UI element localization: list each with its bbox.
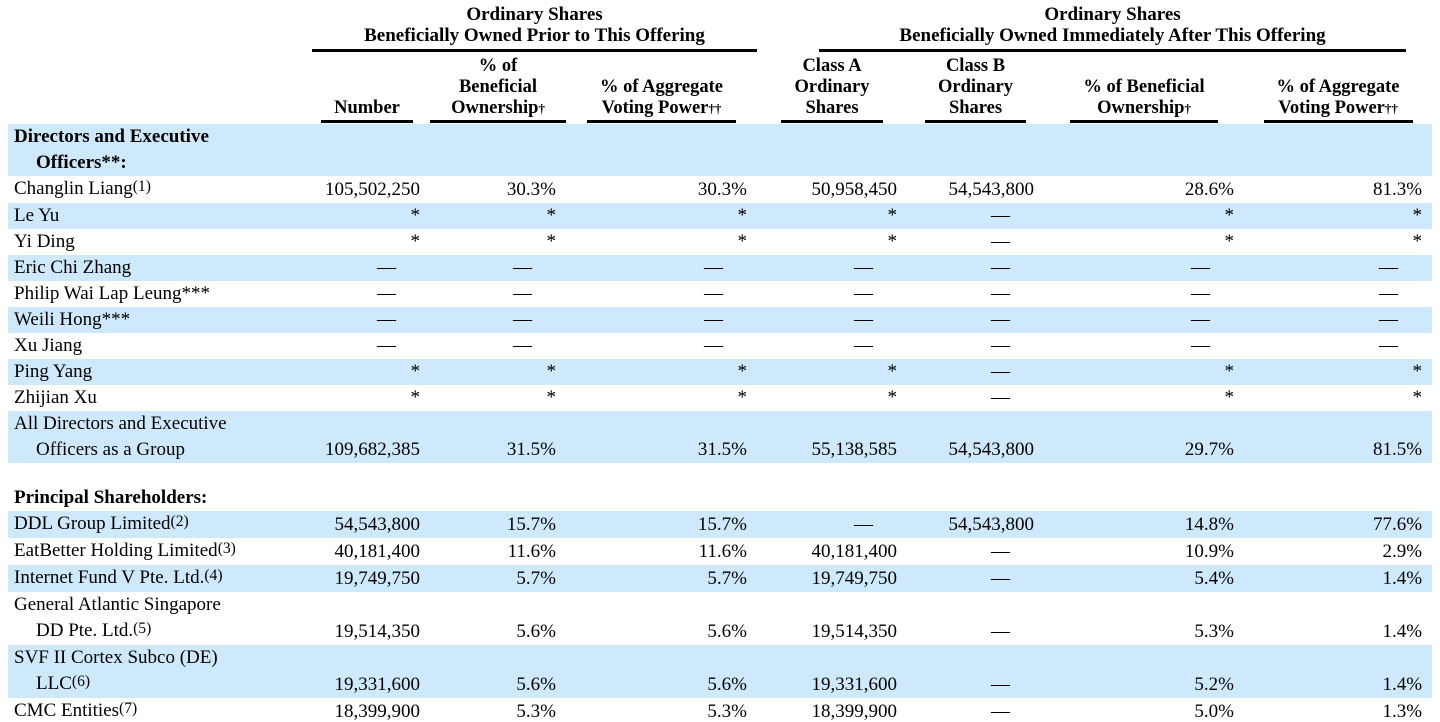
cell: —	[907, 203, 1044, 229]
footnote-ref: (4)	[204, 567, 223, 584]
cell: 50,958,450	[811, 179, 897, 200]
cell: *	[1044, 203, 1244, 229]
cell: 40,181,400	[811, 541, 897, 562]
row-label: Yi Ding	[14, 231, 75, 252]
cell: *	[757, 359, 907, 385]
cell	[304, 485, 430, 511]
cell	[757, 124, 907, 176]
group-title-line: Beneficially Owned Immediately After This Offering	[899, 25, 1326, 46]
cell: 1.4%	[1244, 565, 1432, 592]
dagger-marker: †	[1184, 101, 1191, 116]
cell: *	[566, 203, 757, 229]
cell: 1.3%	[1382, 701, 1423, 722]
cell: 55,138,585	[757, 411, 907, 463]
cell	[566, 485, 757, 511]
cell: 5.6%	[430, 645, 566, 698]
cell: —	[704, 283, 723, 304]
cell: —	[907, 255, 1044, 281]
cell: 40,181,400	[334, 541, 420, 562]
cell: 5.6%	[516, 621, 556, 642]
footnote-ref: (2)	[170, 513, 189, 530]
cell: —	[377, 283, 396, 304]
cell: 29.7%	[1044, 411, 1244, 463]
table-row	[8, 333, 1432, 359]
cell: *	[546, 231, 556, 252]
column-header: Class A Ordinary Shares	[757, 52, 907, 124]
cell: 31.5%	[430, 411, 566, 463]
cell: 19,749,750	[757, 565, 907, 592]
table-row	[8, 565, 1432, 592]
cell: *	[1244, 203, 1432, 229]
cell: —	[757, 307, 907, 333]
cell: —	[757, 255, 907, 281]
row-label: Xu Jiang	[14, 335, 83, 356]
table-row	[8, 203, 1432, 229]
column-header: Number	[304, 52, 430, 124]
cell: —	[1191, 335, 1210, 356]
cell: 105,502,250	[325, 179, 420, 200]
cell: 30.3%	[506, 179, 556, 200]
beneficial-ownership-table	[8, 4, 1432, 722]
cell: *	[1244, 359, 1432, 385]
cell: —	[991, 701, 1010, 722]
cell	[566, 124, 757, 176]
cell: 54,543,800	[907, 511, 1044, 538]
cell: —	[854, 335, 873, 356]
cell	[1044, 124, 1244, 176]
group-title-line: Beneficially Owned Prior to This Offering	[364, 25, 705, 46]
cell: 5.0%	[1194, 701, 1234, 722]
cell: *	[566, 359, 757, 385]
row-label: DDL Group Limited$^{(2)}$	[8, 511, 304, 538]
column-header: % of Aggregate Voting Power††	[566, 52, 757, 124]
cell: —	[1191, 283, 1210, 304]
empty-corner	[8, 52, 304, 124]
footnote-ref: (7)	[119, 700, 138, 717]
cell: 14.8%	[1044, 511, 1244, 538]
cell: —	[991, 541, 1010, 562]
cell: 5.3%	[516, 701, 556, 722]
cell: *	[1224, 387, 1234, 408]
cell: 18,399,900	[811, 701, 897, 722]
spacer-cell	[8, 463, 1432, 485]
table-row	[8, 645, 1432, 698]
group-header-prior-offering	[304, 4, 757, 52]
table-row	[8, 411, 1432, 463]
cell	[1244, 485, 1432, 511]
column-header: % of Aggregate Voting Power††	[1244, 52, 1432, 124]
cell: 1.4%	[1244, 645, 1432, 698]
row-label: Principal Shareholders:	[14, 487, 208, 508]
cell: —	[704, 335, 723, 356]
table-row	[8, 307, 1432, 333]
cell: 5.6%	[566, 645, 757, 698]
cell: 109,682,385	[304, 411, 430, 463]
cell: —	[1379, 335, 1399, 356]
footnote-ref: (5)	[133, 620, 152, 637]
cell: —	[991, 621, 1010, 642]
cell: 30.3%	[697, 179, 747, 200]
cell: —	[1044, 255, 1244, 281]
cell	[907, 485, 1044, 511]
cell: 15.7%	[566, 511, 757, 538]
row-label: Philip Wai Lap Leung***	[14, 283, 211, 304]
cell: *	[546, 387, 556, 408]
cell: —	[907, 565, 1044, 592]
cell: 10.9%	[1184, 541, 1234, 562]
cell: —	[566, 255, 757, 281]
cell: 2.9%	[1382, 541, 1423, 562]
cell: 54,543,800	[948, 179, 1034, 200]
cell	[757, 485, 907, 511]
cell	[430, 124, 566, 176]
spacer-row	[8, 463, 1432, 485]
cell: —	[1244, 307, 1432, 333]
cell: *	[887, 231, 897, 252]
cell: —	[1044, 307, 1244, 333]
cell: *	[410, 231, 420, 252]
table-row	[8, 229, 1432, 255]
column-header: % of Beneficial Ownership†	[430, 52, 566, 124]
cell: —	[907, 307, 1044, 333]
group-title-line: Ordinary Shares	[466, 4, 603, 25]
cell: 5.3%	[1194, 621, 1234, 642]
cell: 19,331,600	[304, 645, 430, 698]
cell: 11.6%	[698, 541, 747, 562]
row-label: Weili Hong***	[8, 307, 304, 333]
cell: *	[1044, 359, 1244, 385]
cell: —	[304, 255, 430, 281]
cell: *	[757, 203, 907, 229]
cell: —	[566, 307, 757, 333]
cell: 19,514,350	[334, 621, 420, 642]
cell: 1.4%	[1382, 621, 1423, 642]
cell: *	[304, 359, 430, 385]
group-title-line: Ordinary Shares	[1044, 4, 1181, 25]
cell: *	[410, 387, 420, 408]
table-row	[8, 538, 1432, 565]
column-header: % of Beneficial Ownership†	[1044, 52, 1244, 124]
cell: —	[991, 335, 1010, 356]
row-label: SVF II Cortex Subco (DE) LLC$^{(6)}$	[8, 645, 304, 698]
cell: —	[1244, 255, 1432, 281]
cell	[1244, 124, 1432, 176]
cell: —	[907, 645, 1044, 698]
cell	[430, 485, 566, 511]
cell: 28.6%	[1184, 179, 1234, 200]
table-row	[8, 281, 1432, 307]
footnote-ref: (1)	[132, 178, 151, 195]
table-row	[8, 511, 1432, 538]
row-label: Changlin Liang$^{(1)}$	[14, 178, 151, 199]
table-row	[8, 255, 1432, 281]
row-label: CMC Entities$^{(7)}$	[14, 700, 138, 721]
cell: —	[377, 335, 396, 356]
row-label: Zhijian Xu	[14, 387, 97, 408]
cell: 5.7%	[430, 565, 566, 592]
table-row	[8, 698, 1432, 722]
cell: —	[1379, 283, 1399, 304]
cell: 19,749,750	[304, 565, 430, 592]
cell: —	[991, 387, 1010, 408]
cell	[907, 124, 1044, 176]
row-label: Directors and Executive Officers**:	[8, 124, 304, 176]
group-header-after-offering	[757, 4, 1432, 52]
cell: 54,543,800	[304, 511, 430, 538]
table-row	[8, 176, 1432, 203]
cell: *	[304, 203, 430, 229]
cell: 5.6%	[707, 621, 747, 642]
cell: 18,399,900	[334, 701, 420, 722]
cell: *	[737, 387, 747, 408]
dagger-marker: ††	[708, 101, 722, 116]
cell: 15.7%	[430, 511, 566, 538]
dagger-marker: ††	[1384, 101, 1398, 116]
cell: —	[907, 359, 1044, 385]
cell: 81.5%	[1244, 411, 1432, 463]
table-row	[8, 592, 1432, 645]
cell: 54,543,800	[907, 411, 1044, 463]
row-label: General Atlantic Singapore DD Pte. Ltd.$^{(5)}$	[14, 594, 221, 641]
empty-corner	[8, 4, 304, 52]
cell: *	[430, 203, 566, 229]
row-label: Ping Yang	[8, 359, 304, 385]
table-row	[8, 485, 1432, 511]
row-label: Le Yu	[8, 203, 304, 229]
table-row	[8, 359, 1432, 385]
cell: 77.6%	[1244, 511, 1432, 538]
column-header-row	[8, 52, 1432, 124]
cell: —	[430, 307, 566, 333]
cell	[304, 124, 430, 176]
cell: 19,514,350	[811, 621, 897, 642]
cell: —	[854, 283, 873, 304]
cell: *	[1412, 231, 1423, 252]
cell: 5.2%	[1044, 645, 1244, 698]
column-header: Class B Ordinary Shares	[907, 52, 1044, 124]
cell: —	[757, 511, 907, 538]
row-label: Internet Fund V Pte. Ltd.$^{(4)}$	[8, 565, 304, 592]
footnote-ref: (6)	[71, 673, 91, 690]
cell: *	[430, 359, 566, 385]
cell: 5.3%	[707, 701, 747, 722]
cell: —	[513, 335, 532, 356]
cell: 31.5%	[566, 411, 757, 463]
cell: *	[887, 387, 897, 408]
cell: 5.4%	[1044, 565, 1244, 592]
cell: 19,331,600	[757, 645, 907, 698]
cell	[1044, 485, 1244, 511]
cell: —	[304, 307, 430, 333]
dagger-marker: †	[538, 101, 545, 116]
table-row	[8, 385, 1432, 411]
group-header-row	[8, 4, 1432, 52]
cell: *	[1224, 231, 1234, 252]
cell: *	[737, 231, 747, 252]
row-label: EatBetter Holding Limited$^{(3)}$	[14, 540, 236, 561]
cell: 81.3%	[1372, 179, 1423, 200]
cell: —	[513, 283, 532, 304]
cell: 5.7%	[566, 565, 757, 592]
cell: *	[1412, 387, 1423, 408]
table-row	[8, 124, 1432, 176]
footnote-ref: (3)	[217, 540, 236, 557]
row-label: All Directors and Executive Officers as a Group	[8, 411, 304, 463]
row-label: Eric Chi Zhang	[8, 255, 304, 281]
cell: —	[991, 231, 1010, 252]
cell: —	[991, 283, 1010, 304]
cell: 11.6%	[507, 541, 556, 562]
cell: —	[430, 255, 566, 281]
